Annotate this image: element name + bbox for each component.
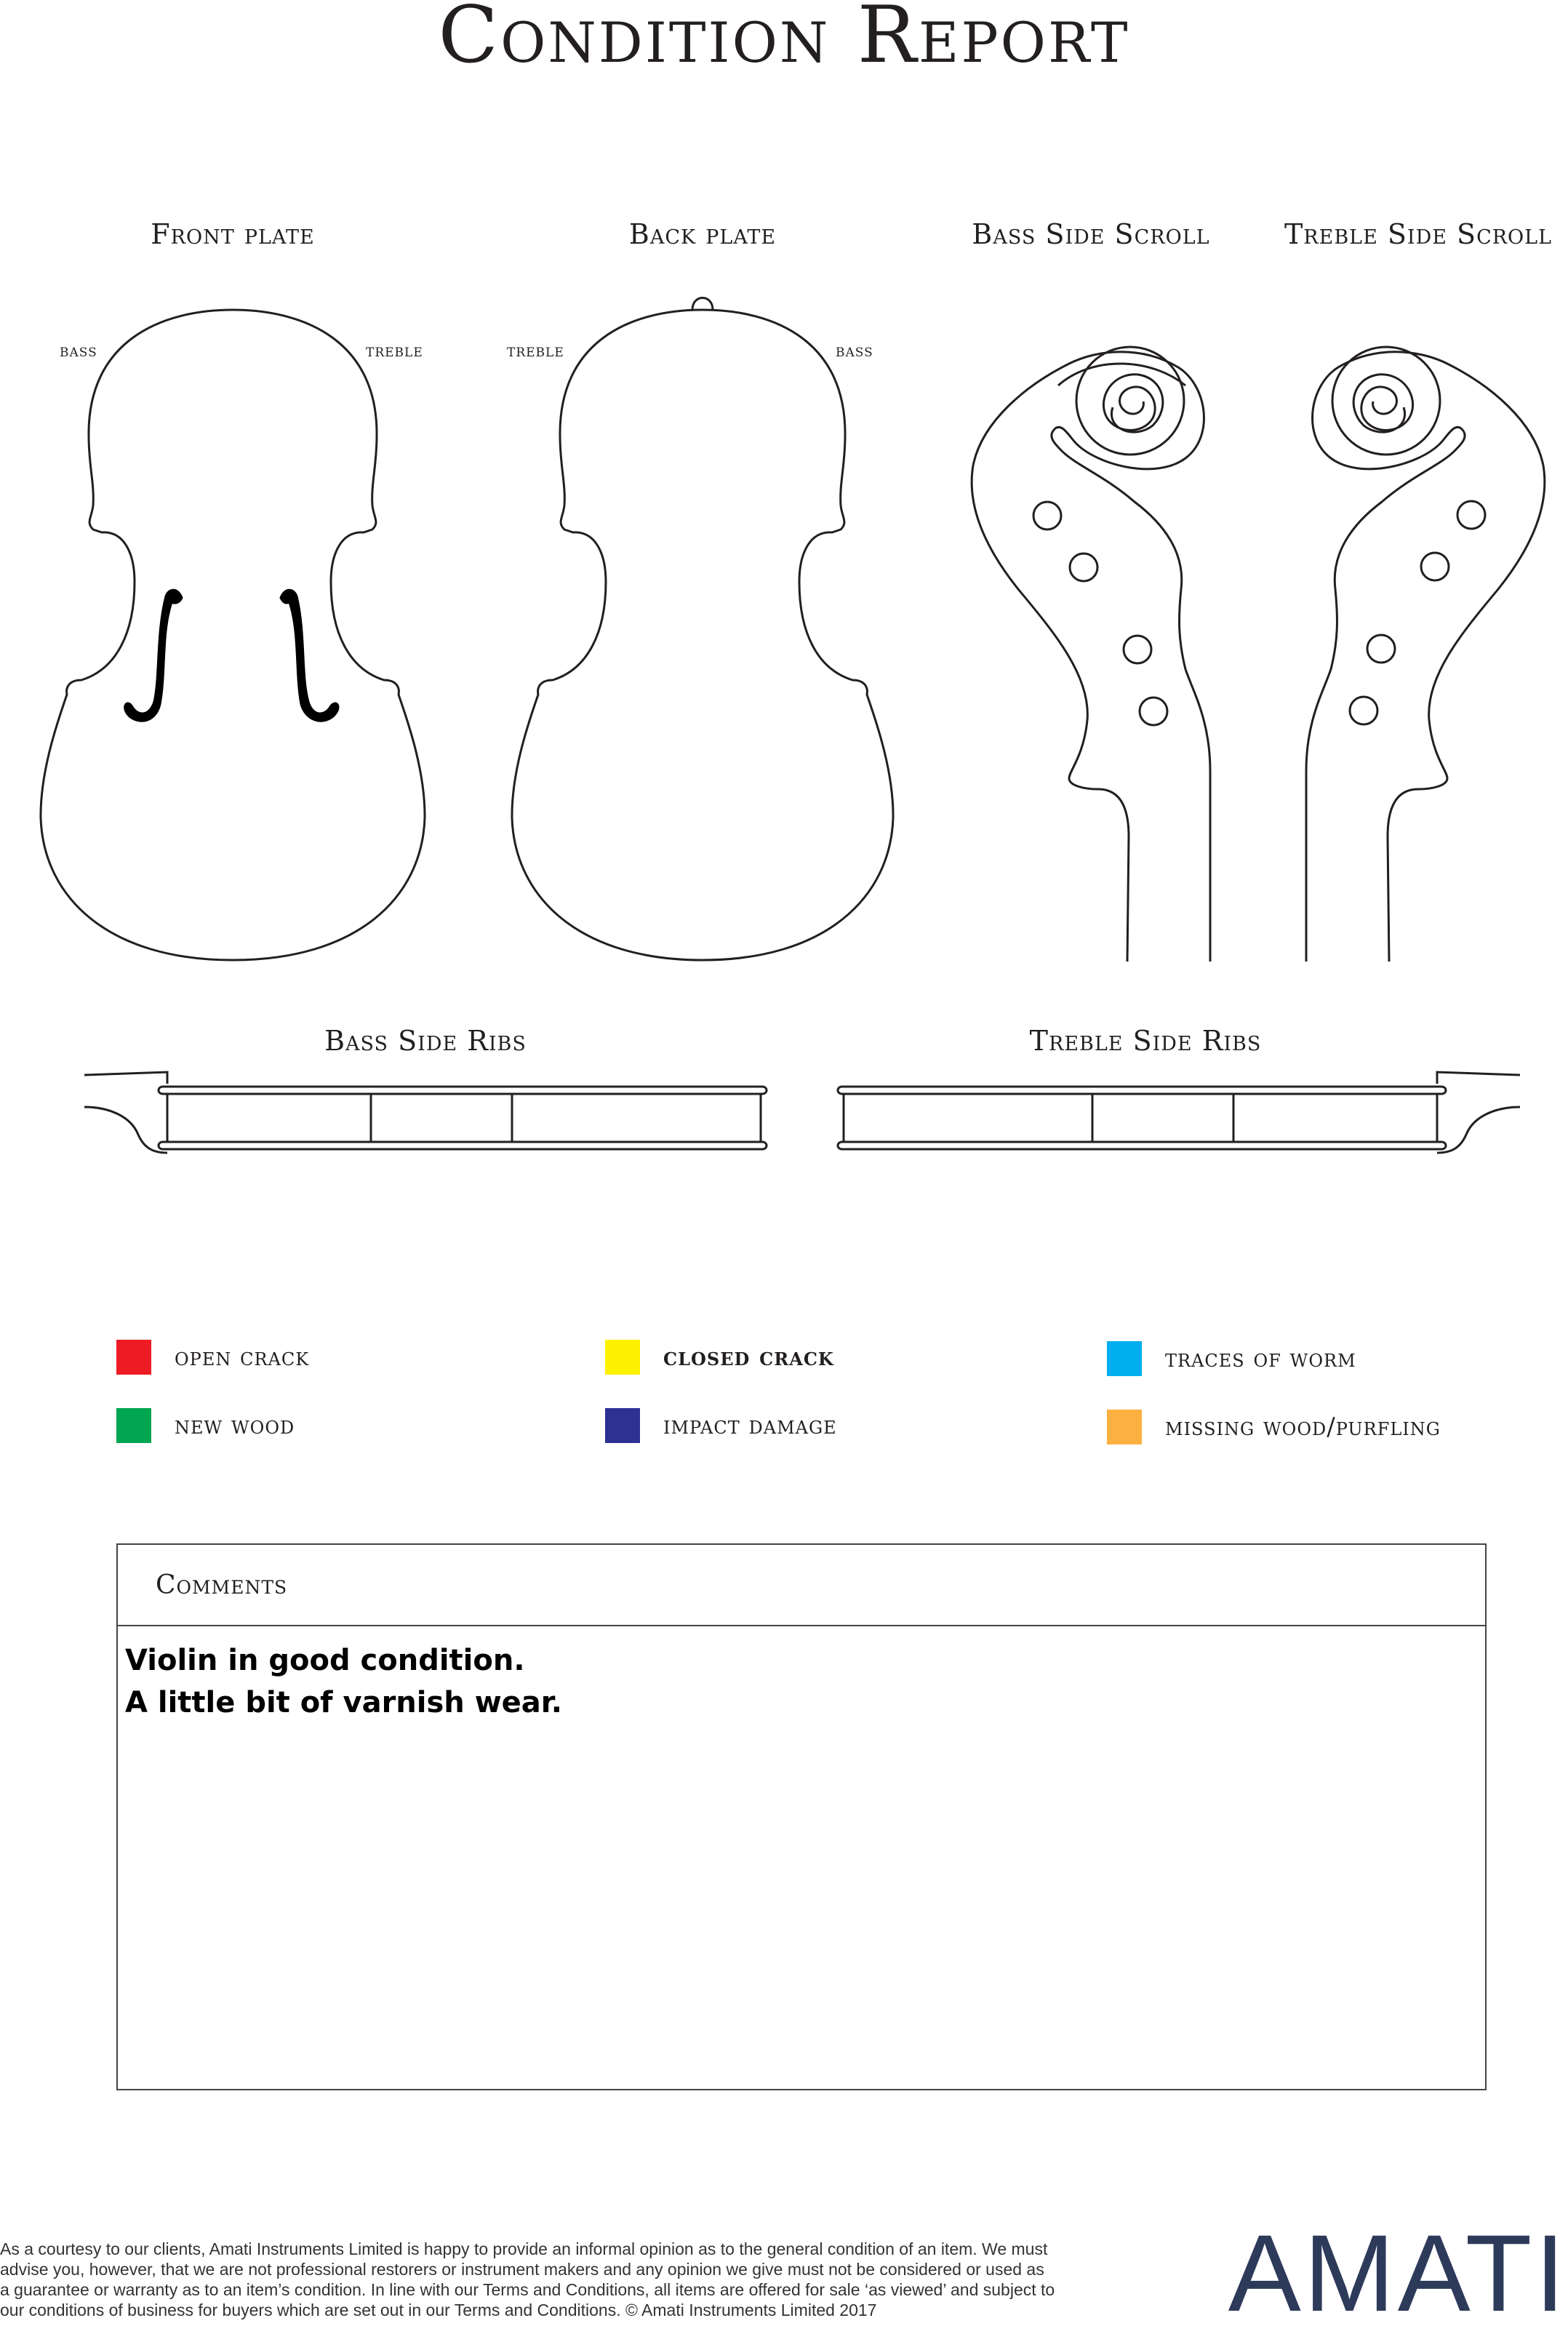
- comment-line: Violin in good condition.: [125, 1644, 525, 1677]
- bass-side-ribs: [84, 1072, 767, 1153]
- front-plate-bass-label: bass: [60, 340, 97, 361]
- legend-item-traces-of-worm: [1107, 1341, 1356, 1376]
- legend-swatch: [605, 1340, 640, 1375]
- legend-label: missing wood/purfling: [1165, 1412, 1441, 1442]
- legend-item-open-crack: [116, 1340, 309, 1375]
- back-plate-button: [692, 298, 713, 311]
- legend-swatch: [116, 1340, 151, 1375]
- front-plate-label: Front plate: [151, 218, 315, 250]
- comments-text[interactable]: [118, 1626, 1485, 1737]
- legend-swatch: [605, 1408, 640, 1443]
- bass-side-scroll: [972, 347, 1210, 962]
- disclaimer: [0, 2239, 1164, 2320]
- disclaimer-line: advise you, however, that we are not professional restorers or instrument makers and any opinion we give must not be considered or used as: [0, 2260, 1044, 2279]
- back-plate-bass-label: bass: [836, 340, 873, 361]
- back-plate-outline: [512, 310, 893, 960]
- disclaimer-line: As a courtesy to our clients, Amati Instruments Limited is happy to provide an informal opinion as to the general condition of an item. We must: [0, 2239, 1048, 2258]
- back-plate-label: Back plate: [628, 218, 777, 250]
- legend-item-impact-damage: [605, 1408, 837, 1443]
- legend-swatch: [116, 1408, 151, 1443]
- comments-header: Comments: [118, 1545, 1485, 1626]
- legend-swatch: [1107, 1410, 1142, 1444]
- page-title: Condition Report: [438, 0, 1130, 81]
- front-plate-outline: [41, 310, 425, 960]
- f-holes: [125, 590, 338, 721]
- bass-side-scroll-label: Bass Side Scroll: [972, 218, 1210, 250]
- front-plate-treble-label: treble: [366, 340, 423, 361]
- back-plate-treble-label: treble: [507, 340, 564, 361]
- legend-item-missing-wood-purfling: [1107, 1410, 1441, 1444]
- legend-label: new wood: [175, 1411, 295, 1440]
- legend-label: impact damage: [663, 1411, 837, 1440]
- treble-side-ribs: [838, 1072, 1520, 1153]
- comments-box: [116, 1543, 1487, 2090]
- comment-line: A little bit of varnish wear.: [125, 1686, 562, 1719]
- legend-item-closed-crack: [605, 1340, 834, 1375]
- disclaimer-line: our conditions of business for buyers which are set out in our Terms and Conditions. © Amati Instruments Limited 2017: [0, 2301, 877, 2319]
- bass-side-ribs-label: Bass Side Ribs: [324, 1025, 527, 1057]
- legend-item-new-wood: [116, 1408, 295, 1443]
- disclaimer-line: a guarantee or warranty as to an item’s condition. In line with our Terms and Conditions, all items are offered for sale ‘as viewed’ and subject to: [0, 2280, 1055, 2299]
- legend-label: traces of worm: [1165, 1344, 1356, 1373]
- legend-label: open crack: [175, 1343, 310, 1372]
- legend-label: closed crack: [663, 1343, 834, 1372]
- legend-swatch: [1107, 1341, 1142, 1376]
- treble-side-scroll: [1306, 347, 1545, 962]
- treble-side-scroll-label: Treble Side Scroll: [1284, 218, 1553, 250]
- amati-logo: AMATI: [1228, 2212, 1568, 2334]
- treble-side-ribs-label: Treble Side Ribs: [1029, 1025, 1262, 1057]
